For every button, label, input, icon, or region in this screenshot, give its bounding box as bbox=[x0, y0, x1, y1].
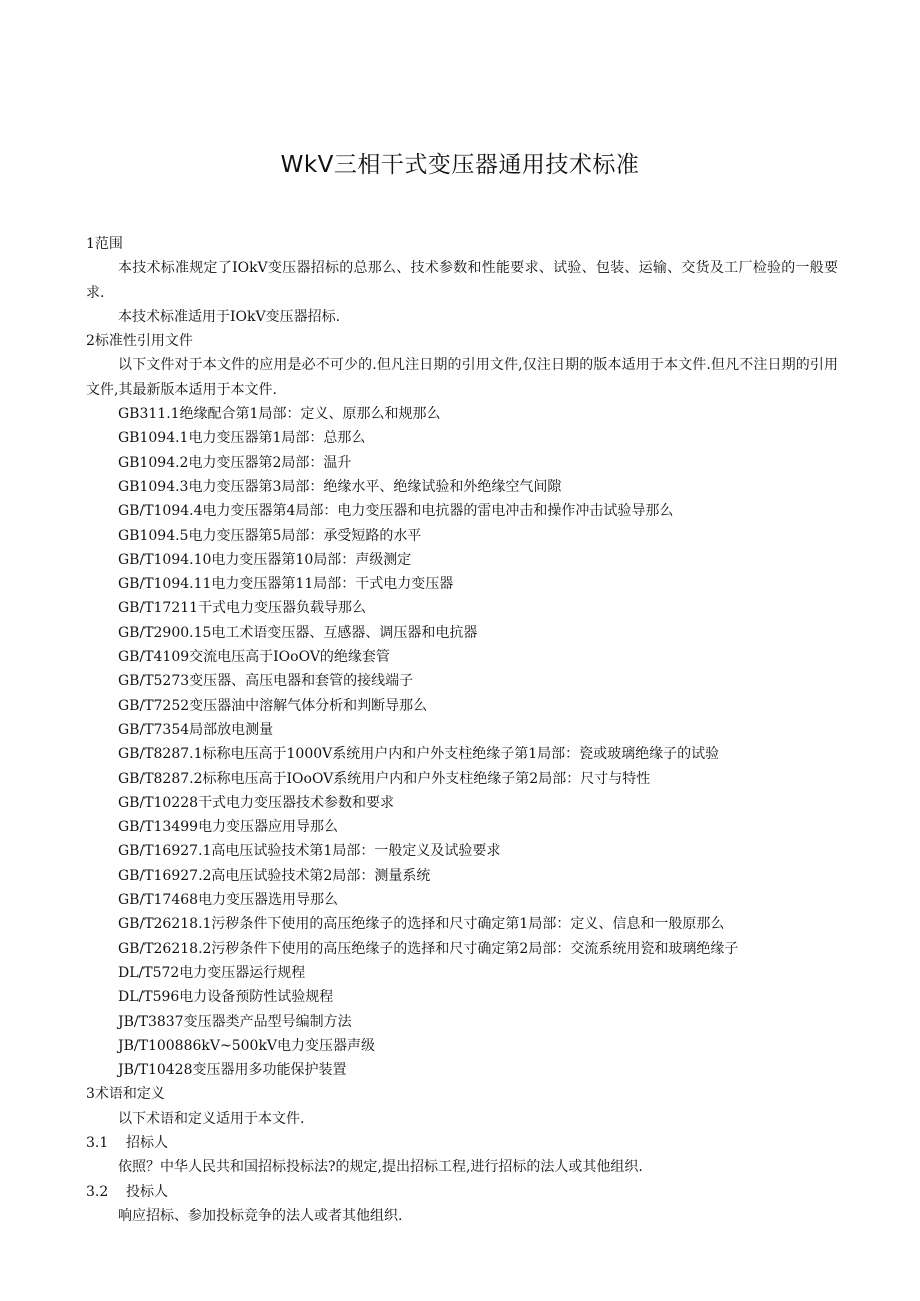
paragraph: 以下文件对于本文件的应用是必不可少的.但凡注日期的引用文件,仅注日期的版本适用于本文件.但凡不注日期的引用文件,其最新版本适用于本文件. bbox=[86, 357, 838, 398]
section-heading: 3术语和定义 bbox=[86, 1086, 165, 1103]
reference-item: GB/T1094.11电力变压器第11局部：干式电力变压器 bbox=[118, 576, 454, 593]
reference-item: GB/T16927.1高电压试验技术第1局部：一般定义及试验要求 bbox=[118, 843, 501, 860]
page-title: WkV三相干式变压器通用技术标准 bbox=[280, 152, 640, 178]
reference-item: GB/T26218.2污秽条件下使用的高压绝缘子的选择和尺寸确定第2局部：交流系统用瓷和玻璃绝缘子 bbox=[118, 940, 739, 957]
reference-item: JB/T100886kV~500kV电力变压器声级 bbox=[118, 1037, 376, 1054]
term-heading bbox=[86, 1131, 838, 1155]
reference-item: GB/T1094.4电力变压器第4局部：电力变压器和电抗器的雷电冲击和操作冲击试验导那么 bbox=[118, 503, 674, 520]
reference-item: GB/T26218.1污秽条件下使用的高压绝缘子的选择和尺寸确定第1局部：定义、信息和一般原那么 bbox=[118, 916, 725, 933]
term-definition: 依照？中华人民共和国招标投标法?的规定,提出招标工程,进行招标的法人或其他组织. bbox=[118, 1159, 643, 1176]
term-heading bbox=[86, 1180, 838, 1204]
paragraph: 本技术标准规定了IOkV变压器招标的总那么、技术参数和性能要求、试验、包装、运输、交货及工厂检验的一般要求. bbox=[86, 260, 838, 301]
reference-item: GB/T17211干式电力变压器负载导那么 bbox=[118, 600, 367, 617]
reference-item: GB/T4109交流电压高于IOoOV的绝缘套管 bbox=[118, 649, 390, 666]
term-number: 3.1 bbox=[86, 1134, 109, 1151]
term-name: 投标人 bbox=[126, 1183, 168, 1200]
reference-item: GB1094.3电力变压器第3局部：绝缘水平、绝缘试验和外绝缘空气间隙 bbox=[118, 478, 562, 495]
paragraph: 以下术语和定义适用于本文件. bbox=[118, 1110, 305, 1127]
reference-item: GB1094.1电力变压器第1局部：总那么 bbox=[118, 430, 366, 447]
section-heading: 1范围 bbox=[86, 236, 123, 252]
reference-item: GB311.1绝缘配合第1局部：定义、原那么和规那么 bbox=[118, 406, 441, 423]
reference-item: DL/T572电力变压器运行规程 bbox=[118, 964, 306, 981]
term-number: 3.2 bbox=[86, 1183, 109, 1200]
paragraph: 本技术标准适用于IOkV变压器招标. bbox=[118, 308, 341, 325]
term-name: 招标人 bbox=[126, 1134, 168, 1151]
reference-item: DL/T596电力设备预防性试验规程 bbox=[118, 989, 334, 1006]
term-definition: 响应招标、参加投标竞争的法人或者其他组织. bbox=[118, 1207, 403, 1224]
reference-item: GB1094.5电力变压器第5局部：承受短路的水平 bbox=[118, 527, 422, 544]
reference-item: GB/T2900.15电工术语变压器、互感器、调压器和电抗器 bbox=[118, 624, 478, 641]
reference-item: GB/T16927.2高电压试验技术第2局部：测量系统 bbox=[118, 867, 431, 884]
reference-item: GB/T7354局部放电测量 bbox=[118, 721, 274, 738]
reference-item: GB1094.2电力变压器第2局部：温升 bbox=[118, 454, 352, 471]
reference-item: GB/T1094.10电力变压器第10局部：声级测定 bbox=[118, 551, 412, 568]
reference-item: JB/T3837变压器类产品型号编制方法 bbox=[118, 1013, 352, 1030]
reference-item: GB/T5273变压器、高压电器和套管的接线端子 bbox=[118, 673, 414, 690]
reference-item: GB/T7252变压器油中溶解气体分析和判断导那么 bbox=[118, 697, 428, 714]
reference-item: JB/T10428变压器用多功能保护装置 bbox=[118, 1062, 347, 1079]
reference-item: GB/T17468电力变压器选用导那么 bbox=[118, 892, 339, 909]
document-body bbox=[86, 232, 838, 1228]
section-heading: 2标准性引用文件 bbox=[86, 333, 193, 350]
reference-list bbox=[86, 402, 838, 1082]
reference-item: GB/T10228干式电力变压器技术参数和要求 bbox=[118, 794, 395, 811]
reference-item: GB/T13499电力变压器应用导那么 bbox=[118, 819, 339, 836]
reference-item: GB/T8287.1标称电压高于1000V系统用户内和户外支柱绝缘子第1局部：瓷或玻璃绝缘子的试验 bbox=[118, 746, 720, 763]
reference-item: GB/T8287.2标称电压高于IOoOV系统用户内和户外支柱绝缘子第2局部：尺寸与特性 bbox=[118, 770, 651, 787]
